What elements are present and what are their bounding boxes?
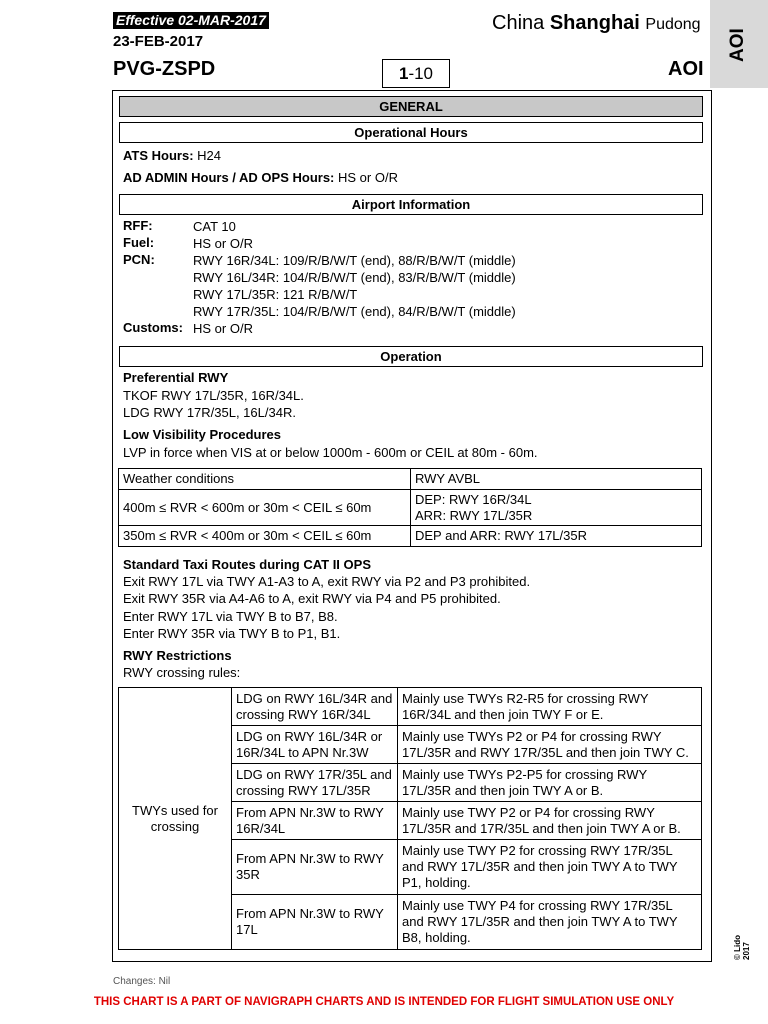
general-heading: GENERAL (119, 96, 703, 117)
table-cell: Mainly use TWY P2 for crossing RWY 17R/35L and RWY 17L/35R and then join TWY A to TWY P1, holding. (398, 840, 702, 895)
table-cell: From APN Nr.3W to RWY 35R (232, 840, 398, 895)
airport-info-heading: Airport Information (119, 194, 703, 215)
taxi-line-2: Exit RWY 35R via A4-A6 to A, exit RWY via P4 and P5 prohibited. (123, 591, 501, 606)
admin-hours-value: HS or O/R (338, 170, 398, 185)
table-header-cell: RWY AVBL (411, 469, 702, 490)
pcn-line-4: RWY 17R/35L: 104/R/B/W/T (end), 84/R/B/W/T (middle) (193, 304, 516, 319)
section-tab (710, 0, 768, 88)
table-cell: Mainly use TWYs R2-R5 for crossing RWY 16R/34L and then join TWY F or E. (398, 688, 702, 726)
simulation-notice: THIS CHART IS A PART OF NAVIGRAPH CHARTS AND IS INTENDED FOR FLIGHT SIMULATION USE ONLY (93, 996, 675, 1008)
city-suffix: Pudong (645, 16, 701, 33)
customs-label: Customs: (123, 320, 183, 335)
changes-note: Changes: Nil (113, 976, 171, 987)
preferential-rwy-line-2: LDG RWY 17R/35L, 16L/34R. (123, 405, 296, 420)
issue-date: 23-FEB-2017 (113, 33, 204, 50)
lvp-text: LVP in force when VIS at or below 1000m - 600m or CEIL at 80m - 60m. (123, 445, 538, 460)
preferential-rwy-line-1: TKOF RWY 17L/35R, 16R/34L. (123, 388, 304, 403)
table-cell (411, 490, 702, 526)
admin-hours-label: AD ADMIN Hours / AD OPS Hours: (123, 170, 335, 185)
table-row (119, 490, 702, 526)
arr-line: ARR: RWY 17L/35R (415, 507, 533, 523)
rwy-restrictions-title: RWY Restrictions (123, 648, 232, 663)
operational-hours-heading: Operational Hours (119, 122, 703, 143)
fuel-value: HS or O/R (193, 236, 253, 251)
table-cell: LDG on RWY 16L/34R or 16R/34L to APN Nr.3W (232, 726, 398, 764)
operation-heading: Operation (119, 346, 703, 367)
table-cell: LDG on RWY 16L/34R and crossing RWY 16R/34L (232, 688, 398, 726)
airport-icao: PVG-ZSPD (113, 58, 216, 80)
ats-hours-label: ATS Hours: (123, 148, 194, 163)
city-main: Shanghai (549, 12, 640, 34)
crossing-table (118, 687, 702, 950)
section-tab-label: AOI (727, 28, 748, 62)
table-cell: Mainly use TWYs P2-P5 for crossing RWY 17L/35R and then join TWY A or B. (398, 764, 702, 802)
rff-label: RFF: (123, 218, 153, 233)
copyright: © Lido 2017 (733, 935, 751, 960)
page-number-box (382, 59, 450, 88)
table-row (119, 526, 702, 547)
pcn-line-2: RWY 16L/34R: 104/R/B/W/T (end), 83/R/B/W/T (middle) (193, 270, 516, 285)
customs-value: HS or O/R (193, 321, 253, 336)
lvp-title: Low Visibility Procedures (123, 427, 281, 442)
table-cell: DEP and ARR: RWY 17L/35R (411, 526, 702, 547)
pcn-line-1: RWY 16R/34L: 109/R/B/W/T (end), 88/R/B/W/T (middle) (193, 253, 516, 268)
table-row (119, 469, 702, 490)
twys-used-cell: TWYs used for crossing (119, 688, 232, 950)
pcn-line-3: RWY 17L/35R: 121 R/B/W/T (193, 287, 358, 302)
page-suffix: -10 (408, 64, 434, 83)
table-cell: From APN Nr.3W to RWY 17L (232, 895, 398, 950)
pcn-label: PCN: (123, 252, 155, 267)
ats-hours-value: H24 (197, 148, 222, 163)
table-cell: 350m ≤ RVR < 400m or 30m < CEIL ≤ 60m (119, 526, 411, 547)
effective-date-badge: Effective 02-MAR-2017 (113, 12, 269, 29)
table-cell: Mainly use TWYs P2 or P4 for crossing RWY 17L/35R and RWY 17R/35L and then join TWY C. (398, 726, 702, 764)
city-prefix: China (492, 12, 545, 34)
table-row (119, 688, 702, 726)
table-cell: 400m ≤ RVR < 600m or 30m < CEIL ≤ 60m (119, 490, 411, 526)
dep-line: DEP: RWY 16R/34L (415, 491, 532, 507)
taxi-line-4: Enter RWY 35R via TWY B to P1, B1. (123, 626, 341, 641)
table-cell: Mainly use TWY P4 for crossing RWY 17R/35L and RWY 17L/35R and then join TWY A to TWY B8, holding. (398, 895, 702, 950)
table-header-cell: Weather conditions (119, 469, 411, 490)
rff-value: CAT 10 (193, 219, 236, 234)
preferential-rwy-title: Preferential RWY (123, 370, 229, 385)
ats-hours (123, 147, 221, 164)
table-cell: Mainly use TWY P2 or P4 for crossing RWY 17L/35R and 17R/35L and then join TWY A or B. (398, 802, 702, 840)
taxi-routes-title: Standard Taxi Routes during CAT II OPS (123, 557, 371, 572)
city-title (492, 12, 701, 35)
admin-hours (123, 169, 398, 186)
table-cell: LDG on RWY 17R/35L and crossing RWY 17L/35R (232, 764, 398, 802)
rwy-crossing-rules-text: RWY crossing rules: (123, 665, 241, 680)
fuel-label: Fuel: (123, 235, 155, 250)
taxi-line-1: Exit RWY 17L via TWY A1-A3 to A, exit RWY via P2 and P3 prohibited. (123, 574, 531, 589)
table-cell: From APN Nr.3W to RWY 16R/34L (232, 802, 398, 840)
section-code: AOI (668, 58, 704, 80)
page-number: 1 (398, 64, 409, 83)
weather-table (118, 468, 702, 547)
taxi-line-3: Enter RWY 17L via TWY B to B7, B8. (123, 609, 338, 624)
